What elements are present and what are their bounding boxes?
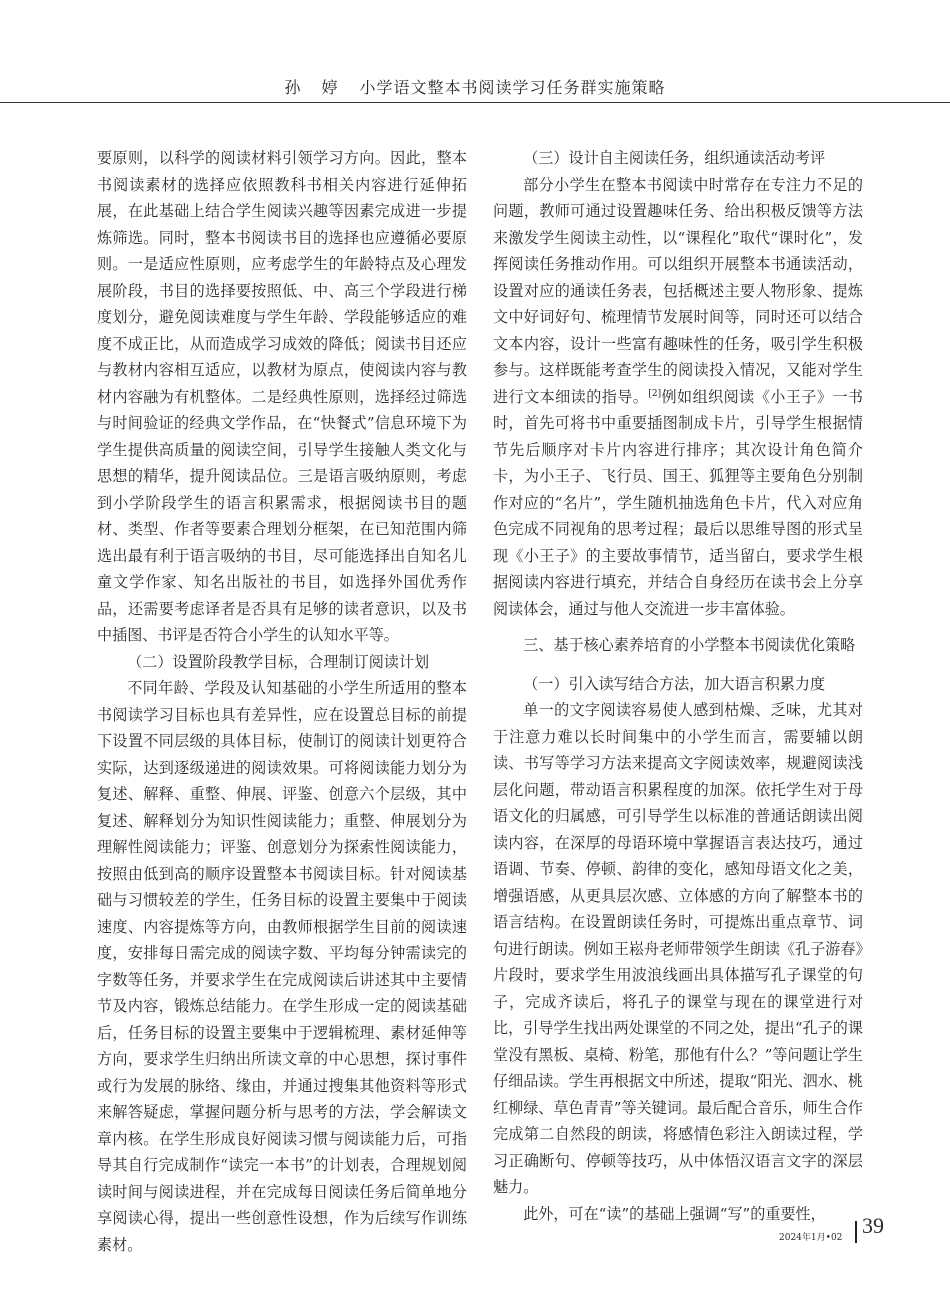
citation-ref: [2]	[648, 388, 662, 399]
subheading-independent-reading-tasks: （三）设计自主阅读任务，组织通读活动考评	[523, 149, 826, 167]
header-rule	[0, 102, 950, 103]
right-column	[493, 145, 863, 1227]
paragraph-reading-writing: 单一的文字阅读容易使人感到枯燥、乏味，尤其对于注意力难以长时间集中的小学生而言，需要辅以朗读、书写等学习方法来提高文字阅读效率，规避阅读浅层化问题，带动语言积累程度的加深。依托学生对于母语文化的归属感，可引导学生以标准的普通话朗读出阅读内容，在深厚的母语环境中掌握语言表达技巧，通过语调、节奏、停顿、韵律的变化，感知母语文化之美，增强语感，从更具层次感、立体感的方向了解整本书的语言结构。在设置朗读任务时，可提炼出重点章节、词句进行朗读。例如王崧舟老师带领学生朗读《孔子游春》片段时，要求学生用波浪线画出具体描写孔子课堂的句子，完成齐读后，将孔子的课堂与现在的课堂进行对比，引导学生找出两处课堂的不同之处，提出“孔子的课堂没有黑板、桌椅、粉笔，那他有什么？”等问题让学生仔细品读。学生再根据文中所述，提取“阳光、泗水、桃红柳绿、草色青青”等关键词。最后配合音乐，师生合作完成第二自然段的朗读，将感情色彩注入朗读过程，学习正确断句、停顿等技巧，从中体悟汉语言文字的深层魅力。	[493, 701, 863, 1196]
page-number: 39	[862, 1213, 884, 1238]
article-title: 小学语文整本书阅读学习任务群实施策略	[359, 78, 666, 97]
section-heading-optimization-strategies: 三、基于核心素养培育的小学整本书阅读优化策略	[523, 636, 856, 654]
paragraph-reading-tasks	[493, 172, 863, 623]
issue-date: 2024年1月•02	[779, 1233, 843, 1243]
running-head	[0, 78, 950, 98]
author-name: 孙 婷	[284, 78, 346, 97]
subheading-reading-writing: （一）引入读写结合方法，加大语言积累力度	[523, 674, 826, 693]
paragraph-book-selection-principles: 要原则，以科学的阅读材料引领学习方向。因此，整本书阅读素材的选择应依照教科书相关内容进行延伸拓展，在此基础上结合学生阅读兴趣等因素完成进一步提炼筛选。同时，整本书阅读书目的选择也应遵循必要原则。一是适应性原则，应考虑学生的年龄特点及心理发展阶段，书目的选择要按照低、中、高三个学段进行梯度划分，避免阅读难度与学生年龄、学段能够适应的难度不成正比，从而造成学习成效的降低；阅读书目还应与教材内容相互适应，以教材为原点，使阅读内容与教材内容融为有机整体。二是经典性原则，选择经过筛选与时间验证的经典文学作品，在“快餐式”信息环境下为学生提供高质量的阅读空间，引导学生接触人类文化与思想的精华，提升阅读品位。三是语言吸纳原则，考虑到小学阶段学生的语言积累需求，根据阅读书目的题材、类型、作者等要素合理划分框架，在已知范围内筛选出最有利于语言吸纳的书目，尽可能选择出自知名儿童文学作家、知名出版社的书目，如选择外国优秀作品，还需要考虑译者是否具有足够的读者意识，以及书中插图、书评是否符合小学生的认知水平等。	[97, 149, 467, 644]
subheading-stage-goals: （二）设置阶段教学目标，合理制订阅读计划	[127, 652, 430, 671]
paragraph-writing-emphasis: 此外，可在“读”的基础上强调“写”的重要性，	[523, 1204, 826, 1223]
page-number-bar	[855, 1221, 857, 1243]
left-column	[97, 145, 467, 1258]
paragraph-stage-goals: 不同年龄、学段及认知基础的小学生所适用的整本书阅读学习目标也具有差异性，应在设置总目标的前提下设置不同层级的具体目标，使制订的阅读计划更符合实际，达到逐级递进的阅读效果。可将阅读能力划分为复述、解释、重整、伸展、评鉴、创意六个层级，其中复述、解释划分为知识性阅读能力；重整、伸展划分为理解性阅读能力；评鉴、创意划分为探索性阅读能力，按照由低到高的顺序设置整本书阅读目标。针对阅读基础与习惯较差的学生，任务目标的设置主要集中于阅读速度、内容提炼等方向，由教师根据学生目前的阅读速度，安排每日需完成的阅读字数、平均每分钟需读完的字数等任务，并要求学生在完成阅读后讲述其中主要情节及内容，锻炼总结能力。在学生形成一定的阅读基础后，任务目标的设置主要集中于逻辑梳理、素材延伸等方向，要求学生归纳出所读文章的中心思想，探讨事件或行为发展的脉络、缘由，并通过搜集其他资料等形式来解答疑虑，掌握问题分析与思考的方法，学会解读文章内核。在学生形成良好阅读习惯与阅读能力后，可指导其自行完成制作“读完一本书”的计划表，合理规划阅读时间与阅读进程，并在完成每日阅读任务后简单地分享阅读心得，提出一些创意性设想，作为后续写作训练素材。	[97, 679, 467, 1254]
paragraph-reading-tasks-part1: 部分小学生在整本书阅读中时常存在专注力不足的问题，教师可通过设置趣味任务、给出积极反馈等方法来激发学生阅读主动性，以“课程化”取代“课时化”，发挥阅读任务推动作用。可以组织开展整本书通读活动，设置对应的通读任务表，包括概述主要人物形象、提炼文中好词好句、梳理情节发展时间等，同时还可以结合文本内容，设计一些富有趣味性的任务，吸引学生积极参与。这样既能考查学生的阅读投入情况，又能对学生进行文本细读的指导。	[493, 175, 863, 406]
paragraph-reading-tasks-part2: 例如组织阅读《小王子》一书时，首先可将书中重要插图制成卡片，引导学生根据情节先后顺序对卡片内容进行排序；其次设计角色简介卡，为小王子、飞行员、国王、狐狸等主要角色分别制作对应的“名片”，学生随机抽选角色卡片，代入对应角色完成不同视角的思考过程；最后以思维导图的形式呈现《小王子》的主要故事情节，适当留白，要求学生根据阅读内容进行填充，并结合自身经历在读书会上分享阅读体会，通过与他人交流进一步丰富体验。	[493, 387, 863, 618]
